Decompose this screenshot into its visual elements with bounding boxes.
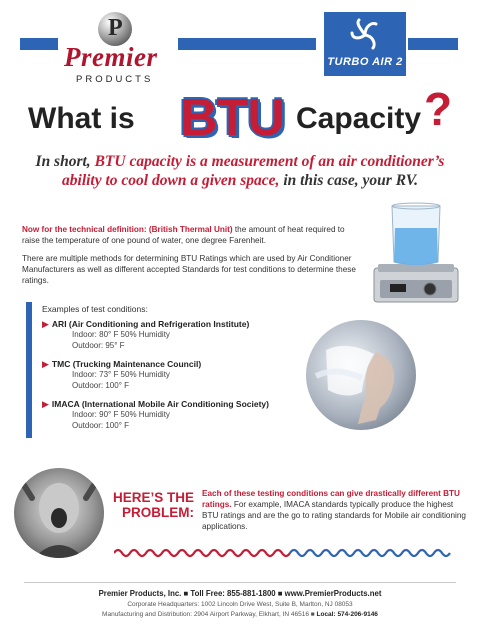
condition-indoor: Indoor: 73° F 50% Humidity bbox=[72, 370, 170, 379]
wave-divider bbox=[114, 546, 454, 560]
condition-name: ARI (Air Conditioning and Refrigeration Institute) bbox=[51, 319, 250, 329]
title-highlight: BTU bbox=[180, 89, 284, 147]
turbo-air-label: TURBO AIR 2 bbox=[327, 56, 403, 68]
definition-term: (British Thermal Unit) bbox=[148, 225, 233, 234]
header-stripe-right bbox=[408, 38, 458, 50]
problem-heading bbox=[112, 490, 194, 520]
wave-line bbox=[114, 550, 290, 556]
question-mark: ? bbox=[424, 83, 453, 135]
cool-air-face-image bbox=[306, 320, 416, 430]
title-part-2: Capacity bbox=[296, 102, 422, 135]
arrow-right-icon: ▶ bbox=[42, 319, 49, 329]
footer-local-phone: Local: 574-206-9146 bbox=[316, 611, 378, 618]
title-part-1: What is bbox=[28, 102, 135, 135]
footer-manufacturing bbox=[0, 611, 480, 618]
premier-products-logo bbox=[60, 12, 176, 84]
test-conditions-panel bbox=[26, 302, 316, 438]
page-title bbox=[26, 83, 466, 147]
problem-heading-line-2: PROBLEM: bbox=[122, 505, 194, 520]
examples-title: Examples of test conditions: bbox=[42, 304, 148, 314]
definition-label: Now for the technical definition: bbox=[22, 225, 147, 234]
condition-name: IMACA (International Mobile Air Conditioning Society) bbox=[51, 399, 269, 409]
footer-contact: Premier Products, Inc. ■ Toll Free: 855-881-1800 ■ www.PremierProducts.net bbox=[98, 589, 382, 598]
intro-lead: In short, bbox=[35, 153, 91, 170]
wave-line-blue bbox=[290, 550, 450, 556]
problem-heading-line-1: HERE’S THE bbox=[112, 490, 194, 505]
intro-statement bbox=[22, 152, 458, 190]
problem-description bbox=[202, 488, 468, 532]
definition-text: the amount of heat required to raise the temperature of one pound of water, one degree Farenheit. bbox=[22, 225, 345, 245]
face-illustration bbox=[306, 320, 416, 430]
condition-indoor: Indoor: 90° F 50% Humidity bbox=[72, 410, 170, 419]
technical-definition bbox=[22, 224, 362, 286]
man-illustration bbox=[14, 468, 104, 558]
condition-item-tmc bbox=[42, 359, 316, 391]
intro-highlight: BTU capacity is a measurement of an air conditioner’s ability to cool down a given space, bbox=[62, 153, 445, 189]
footer-divider bbox=[24, 582, 456, 583]
condition-outdoor: Outdoor: 95° F bbox=[72, 340, 125, 350]
condition-indoor: Indoor: 80° F 50% Humidity bbox=[72, 330, 170, 339]
beaker-hotplate-image bbox=[370, 198, 462, 308]
arrow-right-icon: ▶ bbox=[42, 399, 49, 409]
footer-manufacturing-address: Manufacturing and Distribution: 2904 Airport Parkway, Elkhart, IN 46516 ■ bbox=[102, 611, 315, 618]
header-stripe-middle bbox=[178, 38, 316, 50]
intro-tail: in this case, your RV. bbox=[283, 172, 418, 189]
problem-body: For example, IMACA standards typically produce the highest BTU ratings and are the go to rating standards for Mobile air conditioning applications. bbox=[202, 500, 466, 531]
turbo-air-logo bbox=[324, 12, 406, 76]
logo-initial: P bbox=[108, 15, 123, 41]
arrow-right-icon: ▶ bbox=[42, 359, 49, 369]
footer-headquarters: Corporate Headquarters: 1002 Lincoln Drive West, Suite B, Marlton, NJ 08053 bbox=[127, 601, 353, 608]
ratings-paragraph: There are multiple methods for determining BTU Ratings which are used by Air Conditioner Manufacturers as well as different accepted Standards for test conditions to determine these ratings. bbox=[22, 254, 356, 285]
condition-outdoor: Outdoor: 100° F bbox=[72, 420, 130, 430]
fan-swirl-icon bbox=[350, 18, 380, 52]
logo-subtitle: PRODUCTS bbox=[76, 74, 154, 85]
header-stripe-left bbox=[20, 38, 58, 50]
condition-item-imaca bbox=[42, 399, 316, 431]
problem-highlight: Each of these testing conditions can give drastically different BTU ratings. bbox=[202, 489, 460, 509]
condition-name: TMC (Trucking Maintenance Council) bbox=[51, 359, 202, 369]
frustrated-man-image bbox=[14, 468, 104, 558]
condition-item-ari bbox=[42, 319, 316, 351]
condition-outdoor: Outdoor: 100° F bbox=[72, 380, 130, 390]
logo-name: Premier bbox=[64, 42, 158, 72]
